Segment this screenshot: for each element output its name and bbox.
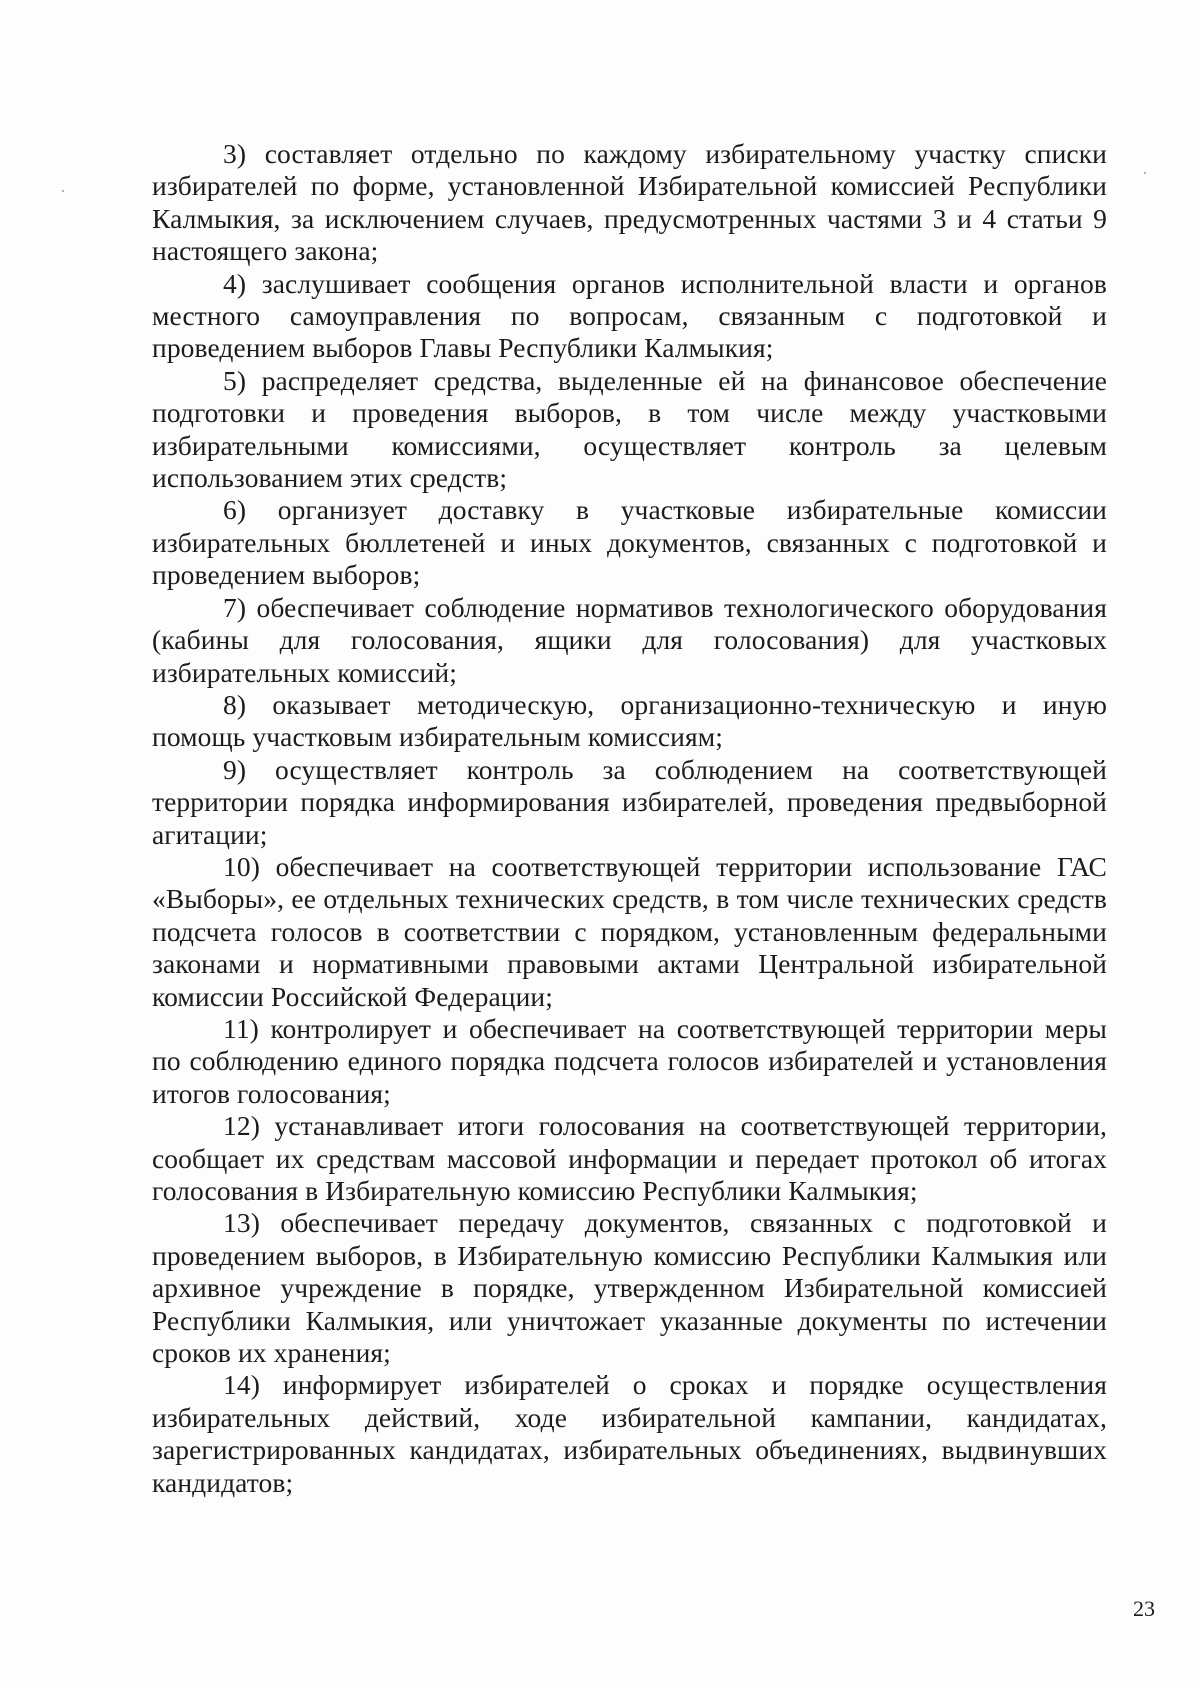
paragraph-item-11: 11) контролирует и обеспечивает на соответствующей территории меры по соблюдению единого порядка подсчета голосов избирателей и установления итогов голосования; [152, 1012, 1107, 1109]
scan-speck [1144, 172, 1146, 174]
paragraph-item-10: 10) обеспечивает на соответствующей территории использование ГАС «Выборы», ее отдельных технических средств, в том числе технических средств подсчета голосов в соответствии с порядком, установленным федеральными законами и нормативными правовыми актами Центральной избирательной комиссии Российской Федерации; [152, 850, 1107, 1012]
paragraph-item-14: 14) информирует избирателей о сроках и порядке осуществления избирательных действий, ходе избирательной кампании, кандидатах, зарегистрированных кандидатах, избирательных объединениях, выдвинувших кандидатов; [152, 1369, 1107, 1498]
page-number: 23 [1133, 1596, 1155, 1621]
paragraph-item-3: 3) составляет отдельно по каждому избирательному участку списки избирателей по форме, установленной Избирательной комиссией Республики Калмыкия, за исключением случаев, предусмотренных частями 3 и 4 статьи 9 настоящего закона; [152, 138, 1107, 267]
paragraph-item-9: 9) осуществляет контроль за соблюдением на соответствующей территории порядка информирования избирателей, проведения предвыборной агитации; [152, 753, 1107, 850]
paragraph-item-6: 6) организует доставку в участковые избирательные комиссии избирательных бюллетеней и иных документов, связанных с подготовкой и проведением выборов; [152, 494, 1107, 591]
scan-speck [62, 190, 64, 192]
paragraph-item-13: 13) обеспечивает передачу документов, связанных с подготовкой и проведением выборов, в Избирательную комиссию Республики Калмыкия или архивное учреждение в порядке, утвержденном Избирательной комиссией Республики Калмыкия, или уничтожает указанные документы по истечении сроков их хранения; [152, 1207, 1107, 1369]
paragraph-item-8: 8) оказывает методическую, организационно-техническую и иную помощь участковым избирательным комиссиям; [152, 688, 1107, 753]
document-body [152, 138, 1107, 1499]
paragraph-item-4: 4) заслушивает сообщения органов исполнительной власти и органов местного самоуправления по вопросам, связанным с подготовкой и проведением выборов Главы Республики Калмыкия; [152, 267, 1107, 364]
paragraph-item-5: 5) распределяет средства, выделенные ей на финансовое обеспечение подготовки и проведения выборов, в том числе между участковыми избирательными комиссиями, осуществляет контроль за целевым использованием этих средств; [152, 364, 1107, 494]
paragraph-item-12: 12) устанавливает итоги голосования на соответствующей территории, сообщает их средствам массовой информации и передает протокол об итогах голосования в Избирательную комиссию Республики Калмыкия; [152, 1110, 1107, 1206]
paragraph-item-7: 7) обеспечивает соблюдение нормативов технологического оборудования (кабины для голосования, ящики для голосования) для участковых избирательных комиссий; [152, 591, 1107, 688]
